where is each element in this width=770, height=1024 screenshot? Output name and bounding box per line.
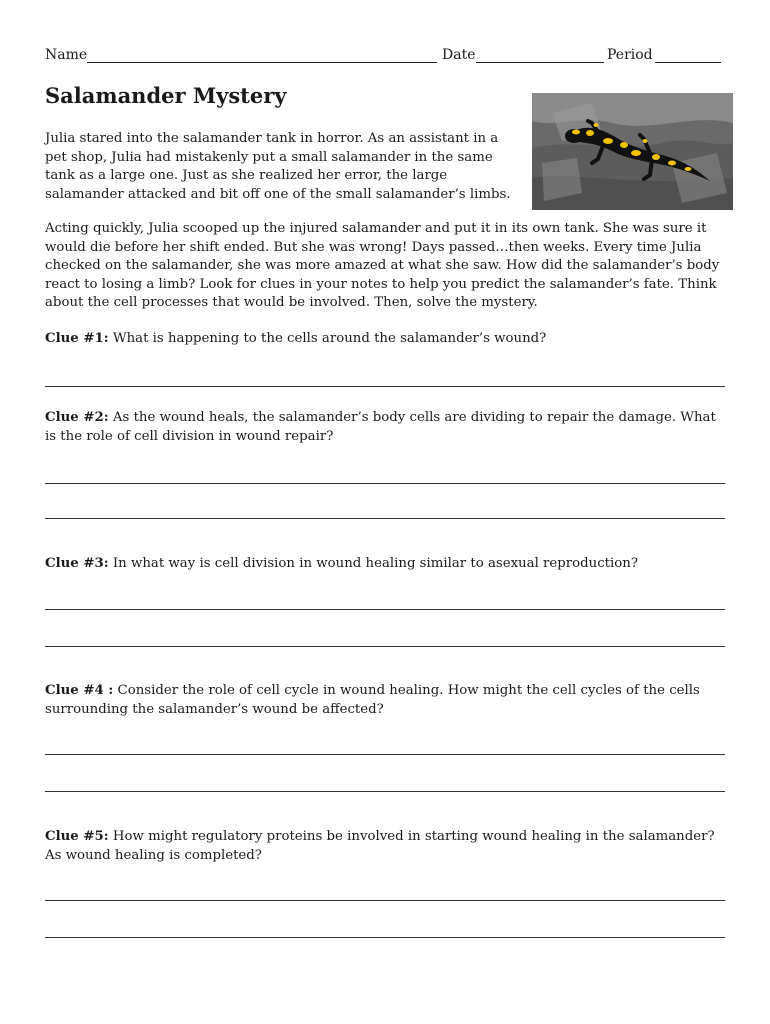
- clue-1-question: What is happening to the cells around the salamander’s wound?: [108, 331, 547, 346]
- period-field[interactable]: [655, 62, 721, 63]
- student-info-header: [45, 47, 725, 67]
- clue-2: [45, 408, 730, 446]
- clue-4-label: Clue #4 :: [45, 683, 114, 698]
- salamander-photo: [532, 93, 733, 210]
- clue-4-answer-line-2[interactable]: [45, 791, 725, 792]
- clue-2-answer-line-2[interactable]: [45, 518, 725, 519]
- clue-2-label: Clue #2:: [45, 410, 109, 425]
- date-field[interactable]: [476, 62, 604, 63]
- clue-2-answer-line-1[interactable]: [45, 483, 725, 484]
- clue-5-answer-line-2[interactable]: [45, 937, 725, 938]
- clue-5-question: How might regulatory proteins be involved in starting wound healing in the salamander? As wound healing is completed?: [45, 829, 715, 863]
- clue-4: [45, 681, 730, 719]
- clue-3: [45, 554, 730, 573]
- intro-paragraph-2: Acting quickly, Julia scooped up the injured salamander and put it in its own tank. She was sure it would die before her shift ended. But she was wrong! Days passed…then weeks. Every time Julia checked on the salamander, she was more amazed at what she saw. How did the salamander’s body react to losing a limb? Look for clues in your notes to help you predict the salamander’s fate. Think about the cell processes that would be involved. Then, solve the mystery.: [45, 221, 720, 310]
- date-label: Date: [442, 47, 476, 63]
- clue-3-question: In what way is cell division in wound healing similar to asexual reproduction?: [108, 556, 638, 571]
- worksheet-title: Salamander Mystery: [45, 83, 287, 108]
- name-label: Name: [45, 47, 88, 63]
- clue-1-answer-line-1[interactable]: [45, 386, 725, 387]
- intro-paragraph-1: Julia stared into the salamander tank in horror. As an assistant in a pet shop, Julia had mistakenly put a small salamander in the same tank as a large one. Just as she realized her error, the large salamander attacked and bit off one of the small salamander’s limbs.: [45, 131, 511, 202]
- clue-3-label: Clue #3:: [45, 556, 109, 571]
- clue-1-label: Clue #1:: [45, 331, 109, 346]
- name-field[interactable]: [87, 62, 437, 63]
- clue-5-label: Clue #5:: [45, 829, 109, 844]
- clue-4-answer-line-1[interactable]: [45, 754, 725, 755]
- clue-3-answer-line-1[interactable]: [45, 609, 725, 610]
- period-label: Period: [607, 47, 653, 63]
- clue-1: [45, 329, 730, 348]
- clue-5-answer-line-1[interactable]: [45, 900, 725, 901]
- clue-3-answer-line-2[interactable]: [45, 646, 725, 647]
- clue-2-question: As the wound heals, the salamander’s body cells are dividing to repair the damage. What is the role of cell division in wound repair?: [45, 410, 716, 444]
- clue-5: [45, 827, 730, 865]
- clue-4-question: Consider the role of cell cycle in wound healing. How might the cell cycles of the cells surrounding the salamander’s wound be affected?: [45, 683, 700, 717]
